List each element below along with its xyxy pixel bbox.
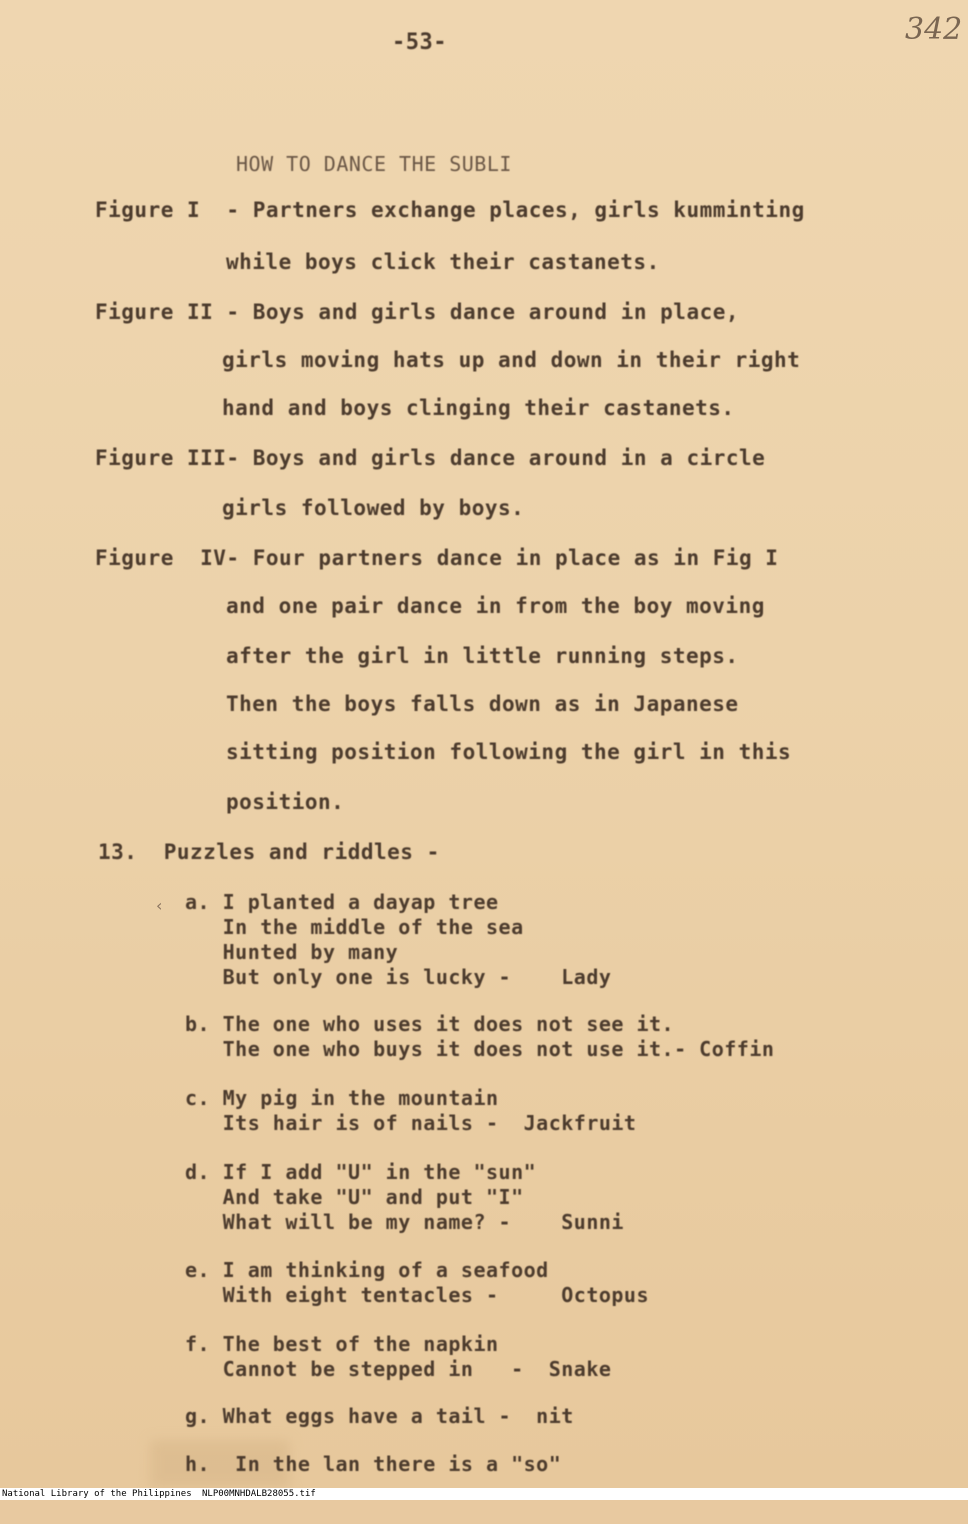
- figure-2-line-2: girls moving hats up and down in their right: [222, 348, 801, 372]
- riddle-h: h. In the lan there is a "so": [185, 1452, 562, 1476]
- riddle-b: b. The one who uses it does not see it. The one who buys it does not use it.- Coffin: [185, 1012, 775, 1061]
- riddle-c: c. My pig in the mountain Its hair is of nails - Jackfruit: [185, 1086, 637, 1135]
- figure-1-line-1: Figure I - Partners exchange places, girls kumminting: [95, 198, 805, 222]
- figure-4-line-5: sitting position following the girl in this: [226, 740, 792, 764]
- riddle-e: e. I am thinking of a seafood With eight tentacles - Octopus: [185, 1258, 650, 1307]
- riddle-d: d. If I add "U" in the "sun" And take "U" and put "I" What will be my name? - Sunni: [185, 1160, 624, 1234]
- riddle-a: a. I planted a dayap tree In the middle of the sea Hunted by many But only one is lucky - Lady: [185, 890, 612, 989]
- page-number: -53-: [392, 30, 447, 55]
- figure-3-line-2: girls followed by boys.: [222, 496, 525, 520]
- figure-4-line-6: position.: [226, 790, 345, 814]
- section-title: HOW TO DANCE THE SUBLI: [236, 152, 512, 176]
- riddle-g: g. What eggs have a tail - nit: [185, 1404, 574, 1428]
- margin-mark-icon: ‹: [156, 896, 163, 915]
- handwritten-page-number: 342: [905, 12, 963, 47]
- figure-2-line-1: Figure II - Boys and girls dance around in place,: [95, 300, 740, 324]
- puzzles-heading: 13. Puzzles and riddles -: [98, 840, 440, 864]
- figure-4-line-1: Figure IV- Four partners dance in place as in Fig I: [95, 546, 779, 570]
- footer-library: National Library of the Philippines: [2, 1489, 192, 1499]
- scan-footer: [0, 1488, 968, 1500]
- riddle-f: f. The best of the napkin Cannot be stepped in - Snake: [185, 1332, 612, 1381]
- figure-4-line-2: and one pair dance in from the boy moving: [226, 594, 765, 618]
- figure-4-line-4: Then the boys falls down as in Japanese: [226, 692, 739, 716]
- figure-4-line-3: after the girl in little running steps.: [226, 644, 739, 668]
- figure-3-line-1: Figure III- Boys and girls dance around in a circle: [95, 446, 766, 470]
- figure-2-line-3: hand and boys clinging their castanets.: [222, 396, 735, 420]
- figure-1-line-2: while boys click their castanets.: [226, 250, 660, 274]
- footer-file: NLP00MNHDALB28055.tif: [202, 1489, 316, 1499]
